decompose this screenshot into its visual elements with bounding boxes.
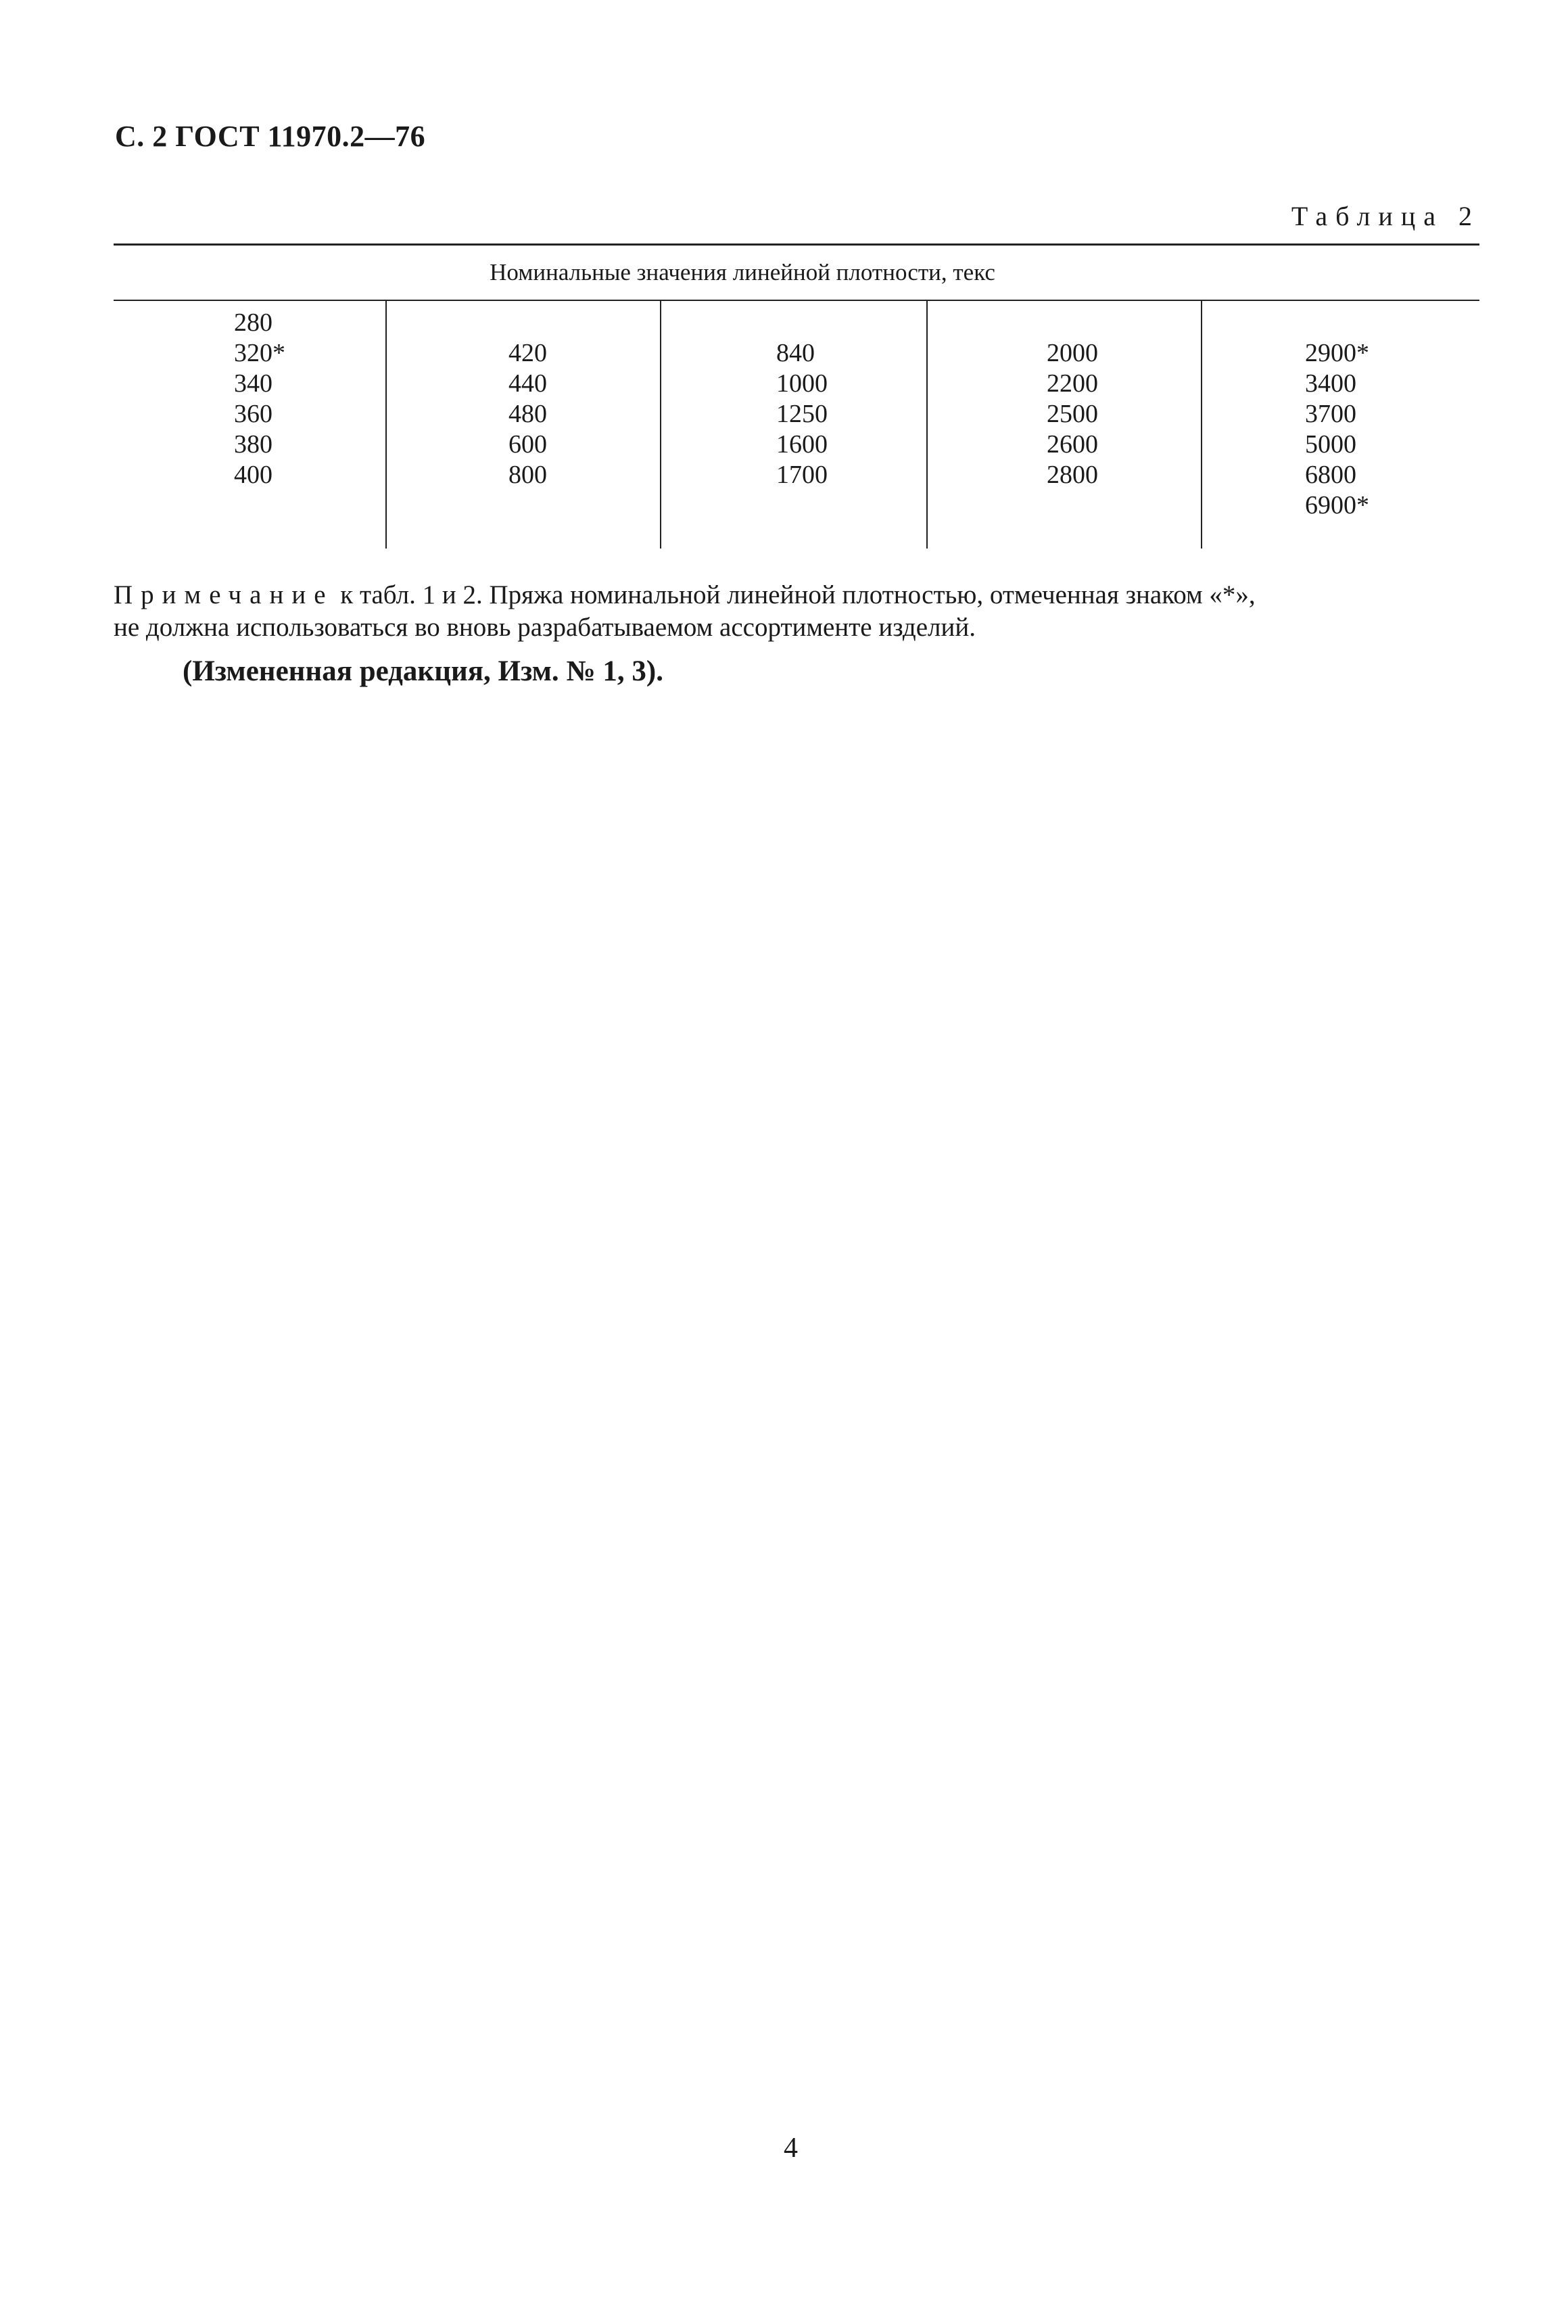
note-text-line2: не должна использоваться во вновь разрабатываемом ассортименте изделий. bbox=[114, 613, 976, 642]
table-cell: 360 bbox=[234, 400, 272, 428]
table-cell: 340 bbox=[234, 369, 272, 398]
table-label: Таблица 2 bbox=[1291, 201, 1480, 231]
table-cell: 420 bbox=[508, 339, 547, 367]
table-cell: 480 bbox=[508, 400, 547, 428]
table-cell: 320* bbox=[234, 339, 285, 367]
table-column-2 bbox=[385, 301, 660, 549]
table-cell: 280 bbox=[234, 308, 272, 337]
table-cell: 2800 bbox=[1047, 461, 1098, 489]
table-cell: 380 bbox=[234, 430, 272, 459]
table-cell: 840 bbox=[776, 339, 815, 367]
running-title: С. 2 ГОСТ 11970.2—76 bbox=[115, 120, 426, 153]
table-cell: 400 bbox=[234, 461, 272, 489]
table-cell: 1600 bbox=[776, 430, 828, 459]
table-cell: 800 bbox=[508, 461, 547, 489]
note-label: Примечание bbox=[114, 580, 334, 609]
table-cell: 2200 bbox=[1047, 369, 1098, 398]
table-note bbox=[114, 579, 1493, 644]
table-cell: 1700 bbox=[776, 461, 828, 489]
table-cell: 3700 bbox=[1305, 400, 1356, 428]
page-number: 4 bbox=[784, 2133, 798, 2164]
table-cell: 600 bbox=[508, 430, 547, 459]
table-cell: 2900* bbox=[1305, 339, 1369, 367]
table-caption: Номинальные значения линейной плотности, текс bbox=[490, 259, 995, 285]
table-column-4 bbox=[926, 301, 1201, 549]
table-cell: 6800 bbox=[1305, 461, 1356, 489]
table-cell: 1250 bbox=[776, 400, 828, 428]
table-cell: 6900* bbox=[1305, 491, 1369, 519]
density-table bbox=[114, 243, 1479, 549]
edition-remark: (Измененная редакция, Изм. № 1, 3). bbox=[183, 655, 663, 687]
table-cell: 2600 bbox=[1047, 430, 1098, 459]
table-cell: 1000 bbox=[776, 369, 828, 398]
table-column-3 bbox=[660, 301, 926, 549]
table-cell: 3400 bbox=[1305, 369, 1356, 398]
table-column-1 bbox=[114, 301, 385, 549]
table-cell: 2000 bbox=[1047, 339, 1098, 367]
table-cell: 2500 bbox=[1047, 400, 1098, 428]
table-column-5 bbox=[1201, 301, 1479, 549]
table-cell: 5000 bbox=[1305, 430, 1356, 459]
table-body bbox=[114, 301, 1479, 549]
note-text-line1: к табл. 1 и 2. Пряжа номинальной линейной плотностью, отмеченная знаком «*», bbox=[333, 580, 1256, 609]
table-cell: 440 bbox=[508, 369, 547, 398]
